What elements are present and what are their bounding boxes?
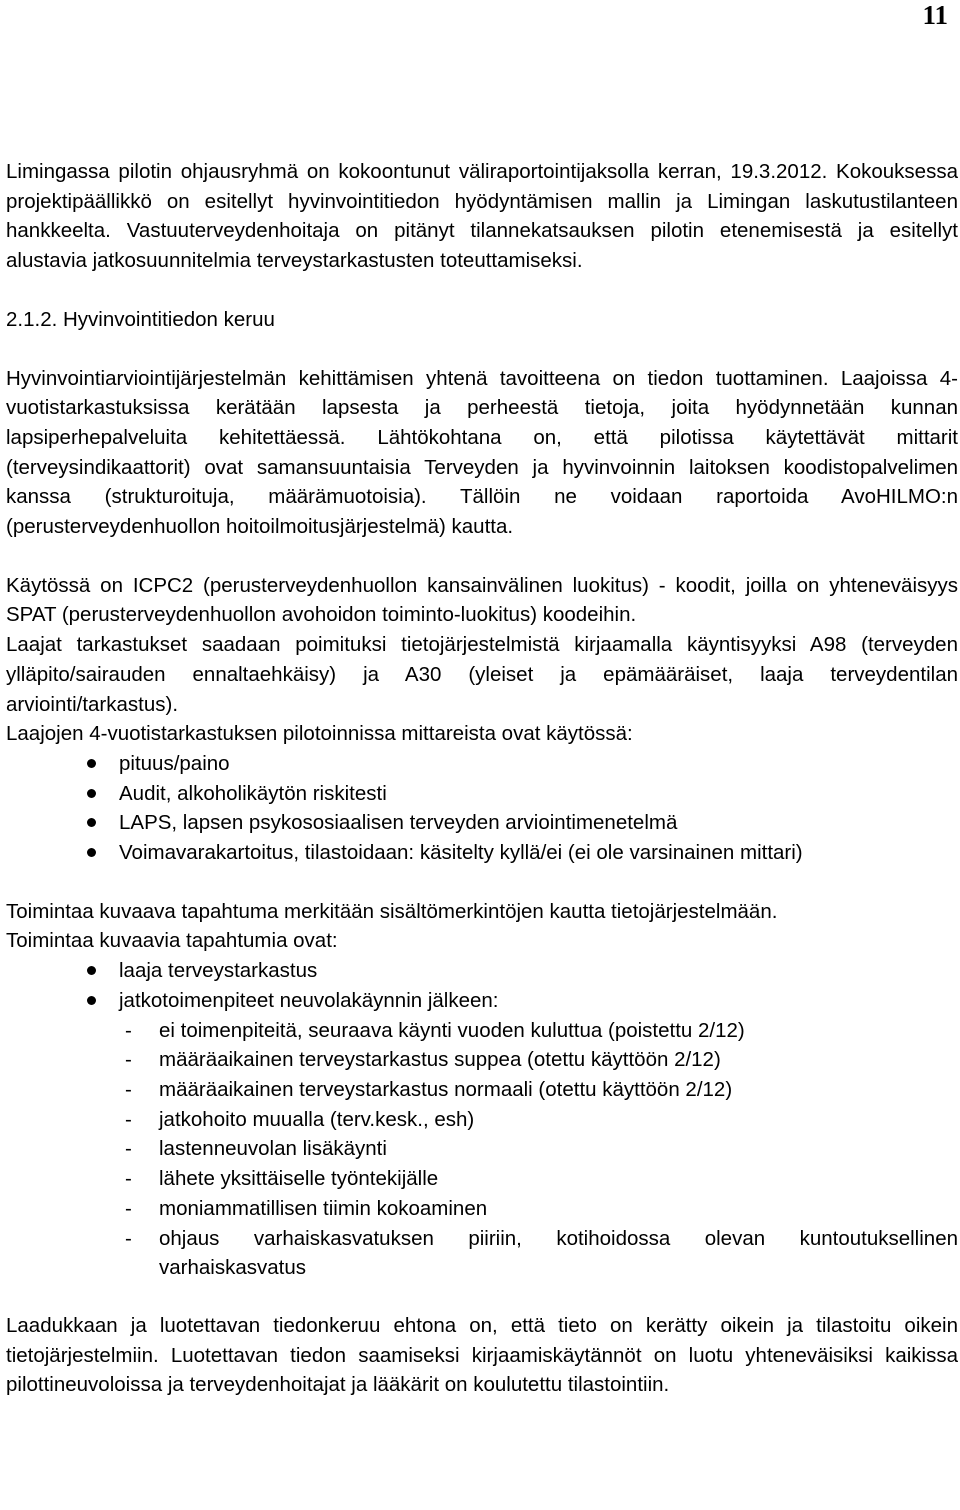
page-number: 11: [922, 0, 948, 30]
list-item: - määräaikainen terveystarkastus suppea (otettu käyttöön 2/12): [6, 1045, 958, 1075]
list-item-label: jatkotoimenpiteet neuvolakäynnin jälkeen:: [119, 988, 499, 1012]
section-heading: 2.1.2. Hyvinvointitiedon keruu: [6, 307, 275, 331]
list-item: - jatkohoito muualla (terv.kesk., esh): [6, 1105, 958, 1135]
list-item: pituus/paino: [6, 749, 958, 779]
paragraph-steering-group: Limingassa pilotin ohjausryhmä on kokoontunut väliraportointijaksolla kerran, 19.3.2012. Kokouksessa projektipäällikkö on esitellyt hyvinvointitiedon hyödyntämisen mallin ja Limingan laskutustilanteen hankkeelta. Vastuuterveydenhoitaja on pitänyt tilannekatsauksen pilotin etenemisestä ja esitellyt alustavia jatkosuunnitelmia terveystarkastusten toteuttamiseksi.: [6, 160, 958, 273]
list-item: - lastenneuvolan lisäkäynti: [6, 1134, 958, 1164]
paragraph-broad-examinations: Laajat tarkastukset saadaan poimituksi tietojärjestelmistä kirjaamalla käyntisyyksi A98 (terveyden ylläpito/sairauden ennaltaehkäisy) ja A30 (yleiset ja epämääräiset, laaja terveydentilan arviointi/tarkastus).: [6, 633, 958, 716]
measures-list: [6, 749, 958, 868]
followups-list: [6, 1016, 958, 1283]
paragraph-event-recording: Toimintaa kuvaava tapahtuma merkitään sisältömerkintöjen kautta tietojärjestelmään.: [6, 899, 778, 923]
list-item: LAPS, lapsen psykososiaalisen terveyden arviointimenetelmä: [6, 808, 958, 838]
events-list: [6, 956, 958, 1015]
list-item: - ohjaus varhaiskasvatuksen piiriin, kotihoidossa olevan kuntoutuksellinen varhaiskasvatus: [6, 1224, 958, 1283]
paragraph-data-collection: Hyvinvointiarviointijärjestelmän kehittämisen yhtenä tavoitteena on tiedon tuottaminen. Laajoissa 4-vuotistarkastuksissa kerätään lapsesta ja perheestä tietoja, joita hyödynnetään kunnan lapsiperhepalveluita kehitettäessä. Lähtökohtana on, että pilotissa käytettävät mittarit (terveysindikaattorit) ovat samansuuntaisia Terveyden ja hyvinvoinnin laitoksen koodistopalvelimen kanssa (strukturoituja, määrämuotoisia). Tällöin ne voidaan raportoida AvoHILMO:n (perusterveydenhuollon hoitoilmoitusjärjestelmä) kautta.: [6, 366, 958, 539]
list-item: - lähete yksittäiselle työntekijälle: [6, 1164, 958, 1194]
list-item: Audit, alkoholikäytön riskitesti: [6, 779, 958, 809]
list-item: [6, 986, 958, 1016]
list-item: - ei toimenpiteitä, seuraava käynti vuoden kuluttua (poistettu 2/12): [6, 1016, 958, 1046]
list-item: laaja terveystarkastus: [6, 956, 958, 986]
paragraph-icpc2: Käytössä on ICPC2 (perusterveydenhuollon kansainvälinen luokitus) - koodit, joilla on yhteneväisyys SPAT (perusterveydenhuollon avohoidon toiminto-luokitus) koodeihin.: [6, 573, 958, 627]
paragraph-events-intro: Toimintaa kuvaavia tapahtumia ovat:: [6, 929, 338, 953]
paragraph-measures-intro: Laajojen 4-vuotistarkastuksen pilotoinnissa mittareista ovat käytössä:: [6, 722, 633, 746]
paragraph-data-quality: Laadukkaan ja luotettavan tiedonkeruu ehtona on, että tieto on kerätty oikein ja tilastoitu oikein tietojärjestelmiin. Luotettavan tiedon saamiseksi kirjaamiskäytännöt on luotu yhteneväisiksi kaikissa pilottineuvoloissa ja terveydenhoitajat ja lääkärit on koulutettu tilastointiin.: [6, 1313, 958, 1397]
list-item: Voimavarakartoitus, tilastoidaan: käsitelty kyllä/ei (ei ole varsinainen mittari): [6, 838, 958, 868]
list-item: - määräaikainen terveystarkastus normaali (otettu käyttöön 2/12): [6, 1075, 958, 1105]
list-item: - moniammatillisen tiimin kokoaminen: [6, 1194, 958, 1224]
document-body: [6, 157, 958, 1400]
